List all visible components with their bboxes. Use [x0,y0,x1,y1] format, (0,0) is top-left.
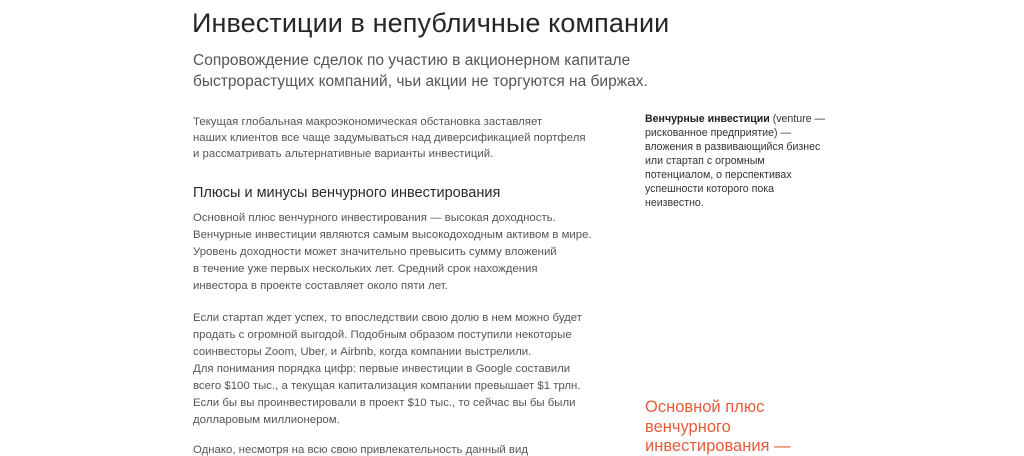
sidenote-first-line [645,112,835,126]
paragraph-line: Основной плюс венчурного инвестирования — высокая доходность. [193,212,556,224]
intro-line: Текущая глобальная макроэкономическая обстановка заставляет [193,116,543,128]
subtitle-line: Сопровождение сделок по участию в акционерном капитале [193,52,631,69]
page-subtitle [193,50,653,92]
sidenote-line: успешности которого пока [645,183,775,195]
intro-line: наших клиентов все чаще задумываться над диверсификацией портфеля [193,132,586,144]
paragraph-line: долларовым миллионером. [193,414,340,426]
paragraph-line: всего $100 тыс., а текущая капитализация компании превышает $1 трлн. [193,380,581,392]
sidenote-line: или стартап с огромным [645,155,765,167]
paragraph-line: Для понимания порядка цифр: первые инвестиции в Google составили [193,363,571,375]
paragraph-line: Если стартап ждет успех, то впоследствии свою долю в нем можно будет [193,312,582,324]
subtitle-line: быстрорастущих компаний, чьи акции не торгуются на биржах. [193,73,648,90]
section-heading: Плюсы и минусы венчурного инвестирования [193,185,501,201]
paragraph-line: инвестора в проекте составляет около пяти лет. [193,280,448,292]
body-paragraph [193,310,623,429]
pull-quote-line: инвестирования — [645,437,791,455]
definition-sidenote [645,112,835,210]
sidenote-line: вложения в развивающийся бизнес [645,141,821,153]
sidenote-line: потенциалом, о перспективах [645,169,792,181]
pull-quote-line: венчурного [645,417,731,436]
paragraph-line: Если бы вы проинвестировали в проект $10 тыс., то сейчас вы бы были [193,397,576,409]
paragraph-line: Уровень доходности может значительно превысить сумму вложений [193,246,557,258]
body-paragraph [193,442,623,456]
sidenote-line: рискованное предприятие) — [645,127,792,139]
paragraph-line: Венчурные инвестиции являются самым высокодоходным активом в мире. [193,229,592,241]
paragraph-line: Однако, несмотря на всю свою привлекательность данный вид [193,444,528,456]
intro-line: и рассматривать альтернативные варианты инвестиций. [193,148,494,160]
pull-quote [645,398,845,456]
body-paragraph [193,210,623,295]
sidenote-line: неизвестно. [645,197,704,209]
page-title: Инвестиции в непубличные компании [192,8,670,38]
pull-quote-line: Основной плюс [645,398,765,416]
intro-paragraph [193,114,623,162]
sidenote-term-gloss: (venture — [769,113,826,125]
paragraph-line: соинвесторы Zoom, Uber, и Airbnb, когда компании выстрелили. [193,346,532,358]
sidenote-term: Венчурные инвестиции [645,113,770,125]
paragraph-line: продать с огромной выгодой. Подобным образом поступили некоторые [193,329,572,341]
paragraph-line: в течение уже первых нескольких лет. Средний срок нахождения [193,263,538,275]
